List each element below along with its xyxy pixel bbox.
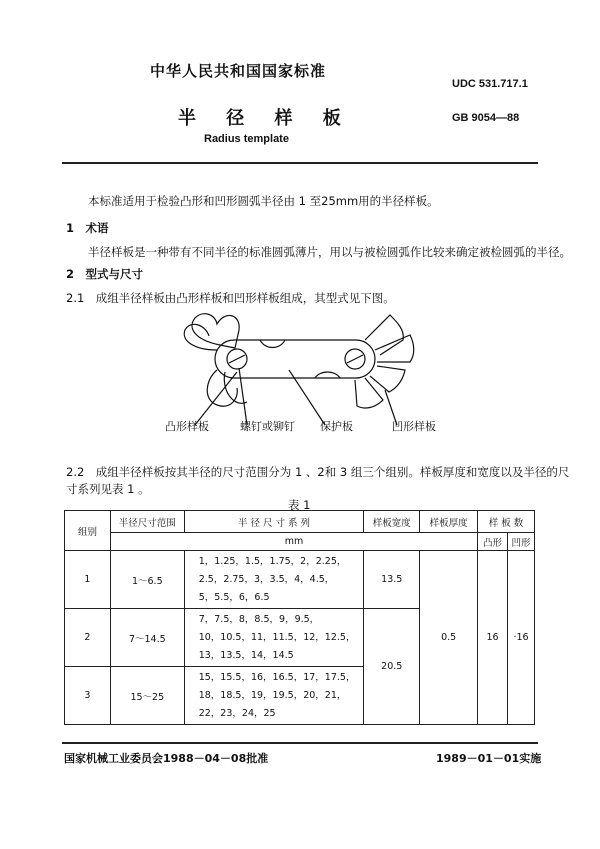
document-title: 半 径 样 板 <box>178 108 353 129</box>
header-unit: mm <box>110 533 477 551</box>
header-width: 样板宽度 <box>364 511 420 533</box>
cell-concave-count: ·16 <box>507 551 534 725</box>
cell-thickness: 0.5 <box>420 551 478 725</box>
section-1-text: 半径样板是一种带有不同半径的标准圆弧薄片，用以与被检圆弧作比较来确定被检圆弧的半径。 <box>88 245 571 259</box>
label-screw-or-rivet: 螺钉或铆钉 <box>240 420 295 433</box>
header-count: 样 板 数 <box>478 511 535 533</box>
cell-group: 2 <box>65 609 111 667</box>
cell-group: 3 <box>65 667 111 725</box>
standard-number: GB 9054—88 <box>452 112 520 124</box>
header-range: 半径尺寸范围 <box>110 511 184 533</box>
concave-template-blade <box>375 335 414 362</box>
section-1-heading: 1 术语 <box>66 221 109 235</box>
table-row <box>65 551 535 609</box>
header-convex: 凸形 <box>478 533 508 551</box>
section-2-1-text: 2.1 成组半径样板由凸形样板和凹形样板组成，其型式见下图。 <box>66 291 395 305</box>
label-protective-plate: 保护板 <box>320 420 353 433</box>
cell-convex-count: 16 <box>478 551 508 725</box>
cell-series: 7，7.5，8，8.5，9，9.5， 10，10.5，11，11.5，12，12.5， 13，13.5，14，14.5 <box>184 609 364 667</box>
cell-series: 1，1.25，1.5，1.75，2，2.25， 2.5，2.75，3，3.5，4，4.5， 5，5.5，6，6.5 <box>184 551 364 609</box>
section-2-heading: 2 型式与尺寸 <box>66 267 144 281</box>
convex-template-blade <box>207 370 237 406</box>
label-convex-template: 凸形样板 <box>165 420 209 433</box>
cell-width: 13.5 <box>364 551 420 609</box>
header-rule <box>62 162 538 164</box>
approval-date: 国家机械工业委员会1988－04－08批准 <box>64 752 269 765</box>
english-title: Radius template <box>204 133 289 145</box>
implementation-date: 1989－01－01实施 <box>436 752 542 765</box>
cell-range: 15～25 <box>110 667 184 725</box>
concave-template-blade <box>365 315 403 355</box>
concave-template-blade <box>355 378 383 408</box>
cell-range: 1～6.5 <box>110 551 184 609</box>
issuing-authority: 中华人民共和国国家标准 <box>150 62 327 80</box>
scope-paragraph: 本标准适用于检验凸形和凹形圆弧半径由 1 至25mm用的半径样板。 <box>88 194 439 208</box>
header-group: 组别 <box>65 511 111 551</box>
convex-template-blade <box>184 324 217 350</box>
section-2-2-text-line2: 寸系列见表 1 。 <box>66 482 150 496</box>
udc-number: UDC 531.717.1 <box>452 78 528 90</box>
cell-series: 15，15.5，16，16.5，17，17.5， 18，18.5，19，19.5，20，21， 22，23，24，25 <box>184 667 364 725</box>
header-concave: 凹形 <box>507 533 534 551</box>
concave-template-blade <box>370 366 405 392</box>
table-caption: 表 1 <box>288 498 311 512</box>
header-series: 半 径 尺 寸 系 列 <box>184 511 364 533</box>
section-2-2-text-line1: 2.2 成组半径样板按其半径的尺寸范围分为 1 、2和 3 组三个组别。样板厚度和宽度以及半径的尺 <box>66 465 570 479</box>
label-concave-template: 凹形样板 <box>392 420 436 433</box>
cell-group: 1 <box>65 551 111 609</box>
cell-range: 7～14.5 <box>110 609 184 667</box>
footer-rule <box>62 742 538 744</box>
header-thickness: 样板厚度 <box>420 511 478 533</box>
radius-series-table <box>64 510 535 725</box>
convex-template-blade <box>192 314 239 348</box>
cell-width: 20.5 <box>364 609 420 725</box>
